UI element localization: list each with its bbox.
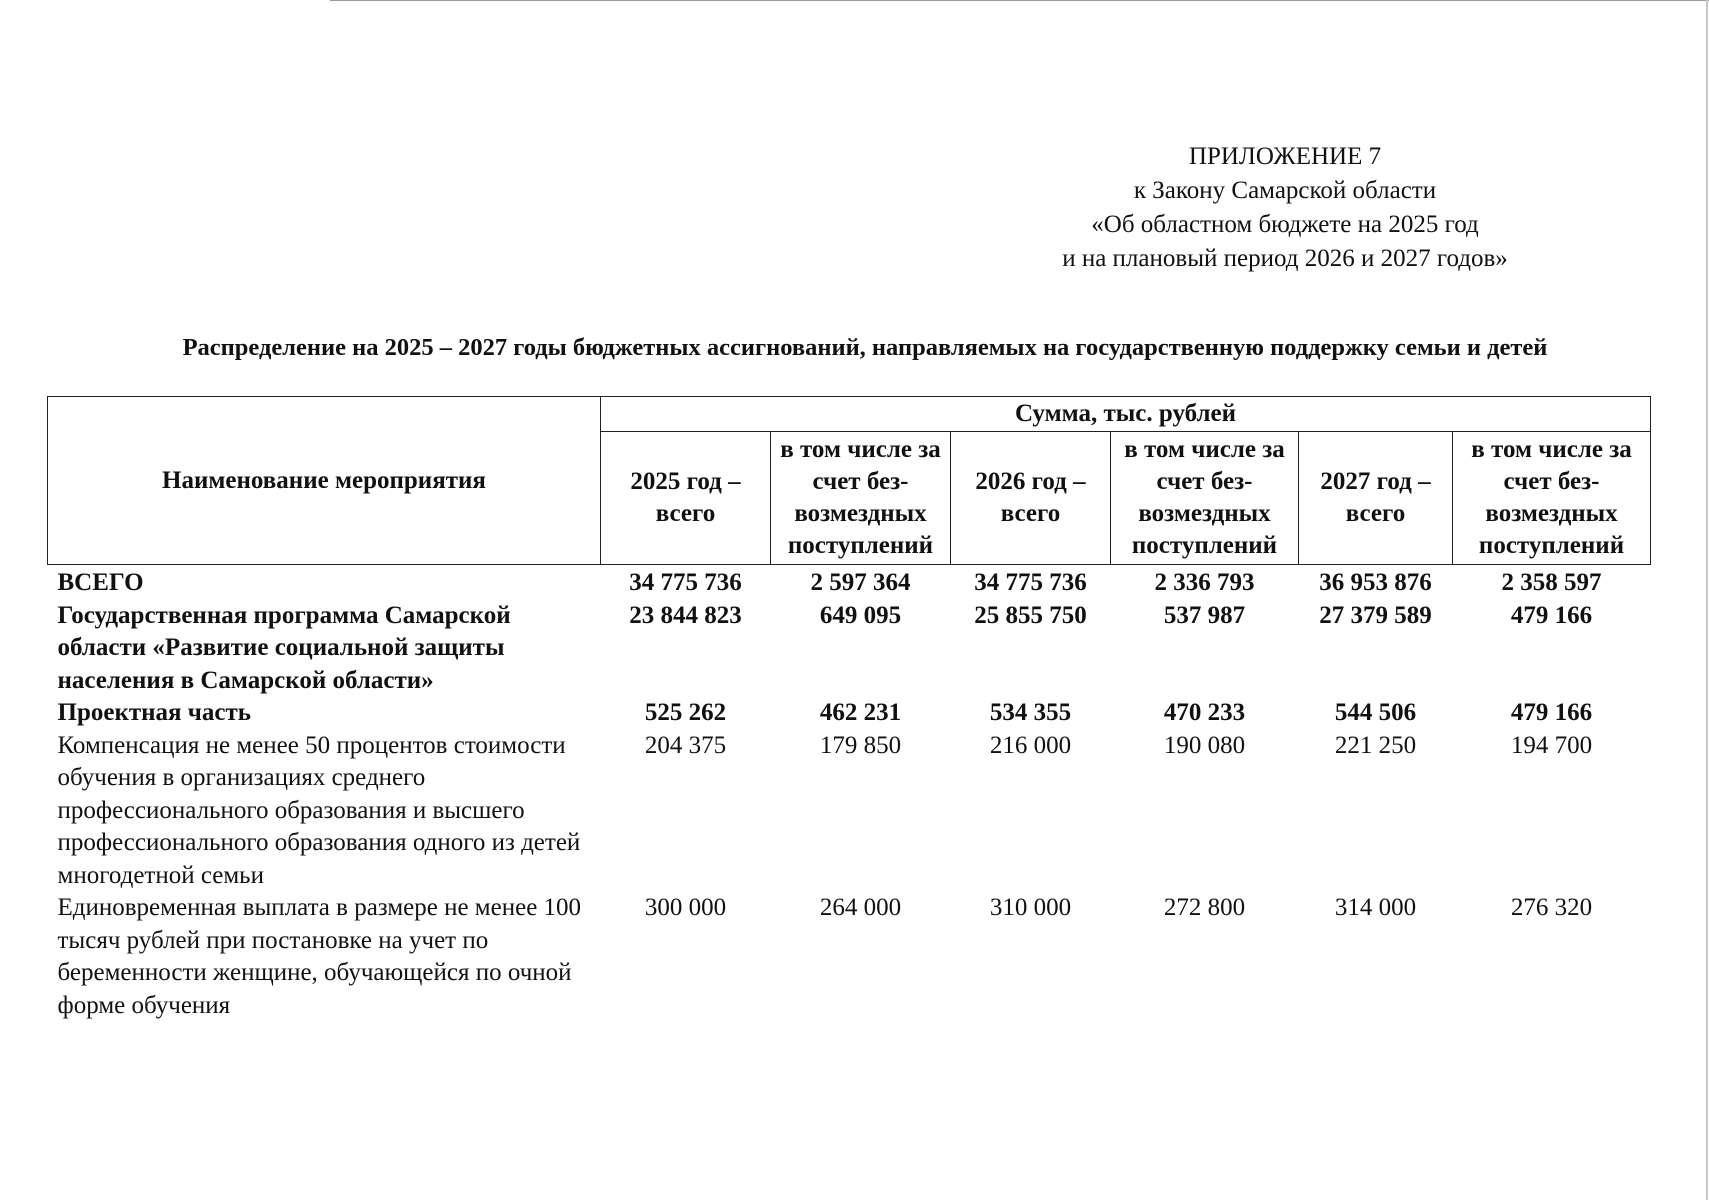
table-row-tuition-compensation bbox=[48, 730, 1651, 893]
cell-2025-total: 525 262 bbox=[644, 699, 727, 726]
cell-2025-grants: 264 000 bbox=[819, 894, 902, 921]
appendix-law-title-2: и на плановый период 2026 и 2027 годов» bbox=[1062, 245, 1508, 272]
row-name: Проектная часть bbox=[57, 699, 252, 726]
cell-2027-grants: 2 358 597 bbox=[1501, 569, 1602, 596]
cell-2026-total: 534 355 bbox=[989, 699, 1072, 726]
header-2025-grants bbox=[771, 432, 951, 565]
cell-2027-total: 314 000 bbox=[1334, 894, 1417, 921]
row-name: ВСЕГО bbox=[57, 569, 144, 596]
table-body bbox=[48, 565, 1651, 1023]
cell-2025-total: 204 375 bbox=[644, 731, 727, 759]
cell-2027-grants: 276 320 bbox=[1510, 894, 1593, 921]
header-sum-group: Сумма, тыс. рублей bbox=[601, 397, 1651, 432]
header-2027-grants bbox=[1453, 432, 1651, 565]
cell-2027-total: 544 506 bbox=[1334, 699, 1417, 726]
cell-2025-grants: 462 231 bbox=[819, 699, 902, 726]
table-row-project-part bbox=[48, 697, 1651, 730]
header-2025-grants-label: в том числе за счет без-возмездных поступлений bbox=[780, 436, 941, 559]
cell-2027-grants: 479 166 bbox=[1510, 601, 1593, 629]
header-2026-grants-label: в том числе за счет без-возмездных поступлений bbox=[1124, 436, 1285, 559]
appendix-block bbox=[975, 140, 1595, 276]
cell-2027-total: 36 953 876 bbox=[1319, 569, 1432, 596]
row-name: Компенсация не менее 50 процентов стоимости обучения в организациях среднего профессионального образования и высшего профессионального образования одного из детей многодетной семьи bbox=[57, 731, 581, 889]
row-name: Государственная программа Самарской области «Развитие социальной защиты населения в Самарской области» bbox=[57, 601, 511, 694]
cell-2025-grants: 649 095 bbox=[819, 601, 902, 629]
header-2026-grants bbox=[1111, 432, 1299, 565]
cell-2026-grants: 272 800 bbox=[1163, 894, 1246, 921]
header-2025-total bbox=[601, 432, 771, 565]
cell-2026-grants: 537 987 bbox=[1163, 601, 1246, 629]
header-2026-total-label: 2026 год – всего bbox=[975, 468, 1086, 527]
page-top-edge-line bbox=[330, 0, 1709, 1]
table-row-total bbox=[48, 565, 1651, 600]
cell-2026-total: 34 775 736 bbox=[974, 569, 1087, 596]
cell-2027-grants: 479 166 bbox=[1510, 699, 1593, 726]
cell-2027-grants: 194 700 bbox=[1510, 731, 1593, 759]
table-row-pregnancy-payment bbox=[48, 892, 1651, 1022]
cell-2025-grants: 2 597 364 bbox=[810, 569, 911, 596]
cell-2027-total: 27 379 589 bbox=[1319, 601, 1432, 629]
cell-2025-total: 300 000 bbox=[644, 894, 727, 921]
cell-2026-total: 310 000 bbox=[989, 894, 1072, 921]
appendix-number: ПРИЛОЖЕНИЕ 7 bbox=[1188, 143, 1382, 170]
cell-2026-total: 25 855 750 bbox=[974, 601, 1087, 629]
document-title: Распределение на 2025 – 2027 годы бюджетных ассигнований, направляемых на государственную поддержку семьи и детей bbox=[182, 334, 1548, 361]
table-header bbox=[48, 397, 1651, 565]
table-row-state-program bbox=[48, 600, 1651, 698]
header-2026-total bbox=[951, 432, 1111, 565]
cell-2025-total: 23 844 823 bbox=[629, 601, 742, 629]
cell-2025-grants: 179 850 bbox=[819, 731, 902, 759]
cell-2027-total: 221 250 bbox=[1334, 731, 1417, 759]
cell-2026-grants: 2 336 793 bbox=[1154, 569, 1255, 596]
cell-2026-grants: 470 233 bbox=[1163, 699, 1246, 726]
row-name: Единовременная выплата в размере не менее 100 тысяч рублей при постановке на учет по беременности женщине, обучающейся по очной форме обучения bbox=[57, 894, 582, 1019]
cell-2026-total: 216 000 bbox=[989, 731, 1072, 759]
appendix-law-title-1: «Об областном бюджете на 2025 год bbox=[1091, 211, 1479, 238]
header-activity-name: Наименование мероприятия bbox=[48, 397, 601, 565]
header-2027-total bbox=[1299, 432, 1453, 565]
cell-2026-grants: 190 080 bbox=[1163, 731, 1246, 759]
appendix-law-ref: к Закону Самарской области bbox=[1133, 177, 1437, 204]
header-2025-total-label: 2025 год – всего bbox=[630, 468, 741, 527]
header-2027-grants-label: в том числе за счет без-возмездных поступлений bbox=[1471, 436, 1632, 559]
header-2027-total-label: 2027 год – всего bbox=[1320, 468, 1431, 527]
page-right-edge-line bbox=[1706, 0, 1708, 1200]
cell-2025-total: 34 775 736 bbox=[629, 569, 742, 596]
budget-table bbox=[47, 396, 1651, 1022]
